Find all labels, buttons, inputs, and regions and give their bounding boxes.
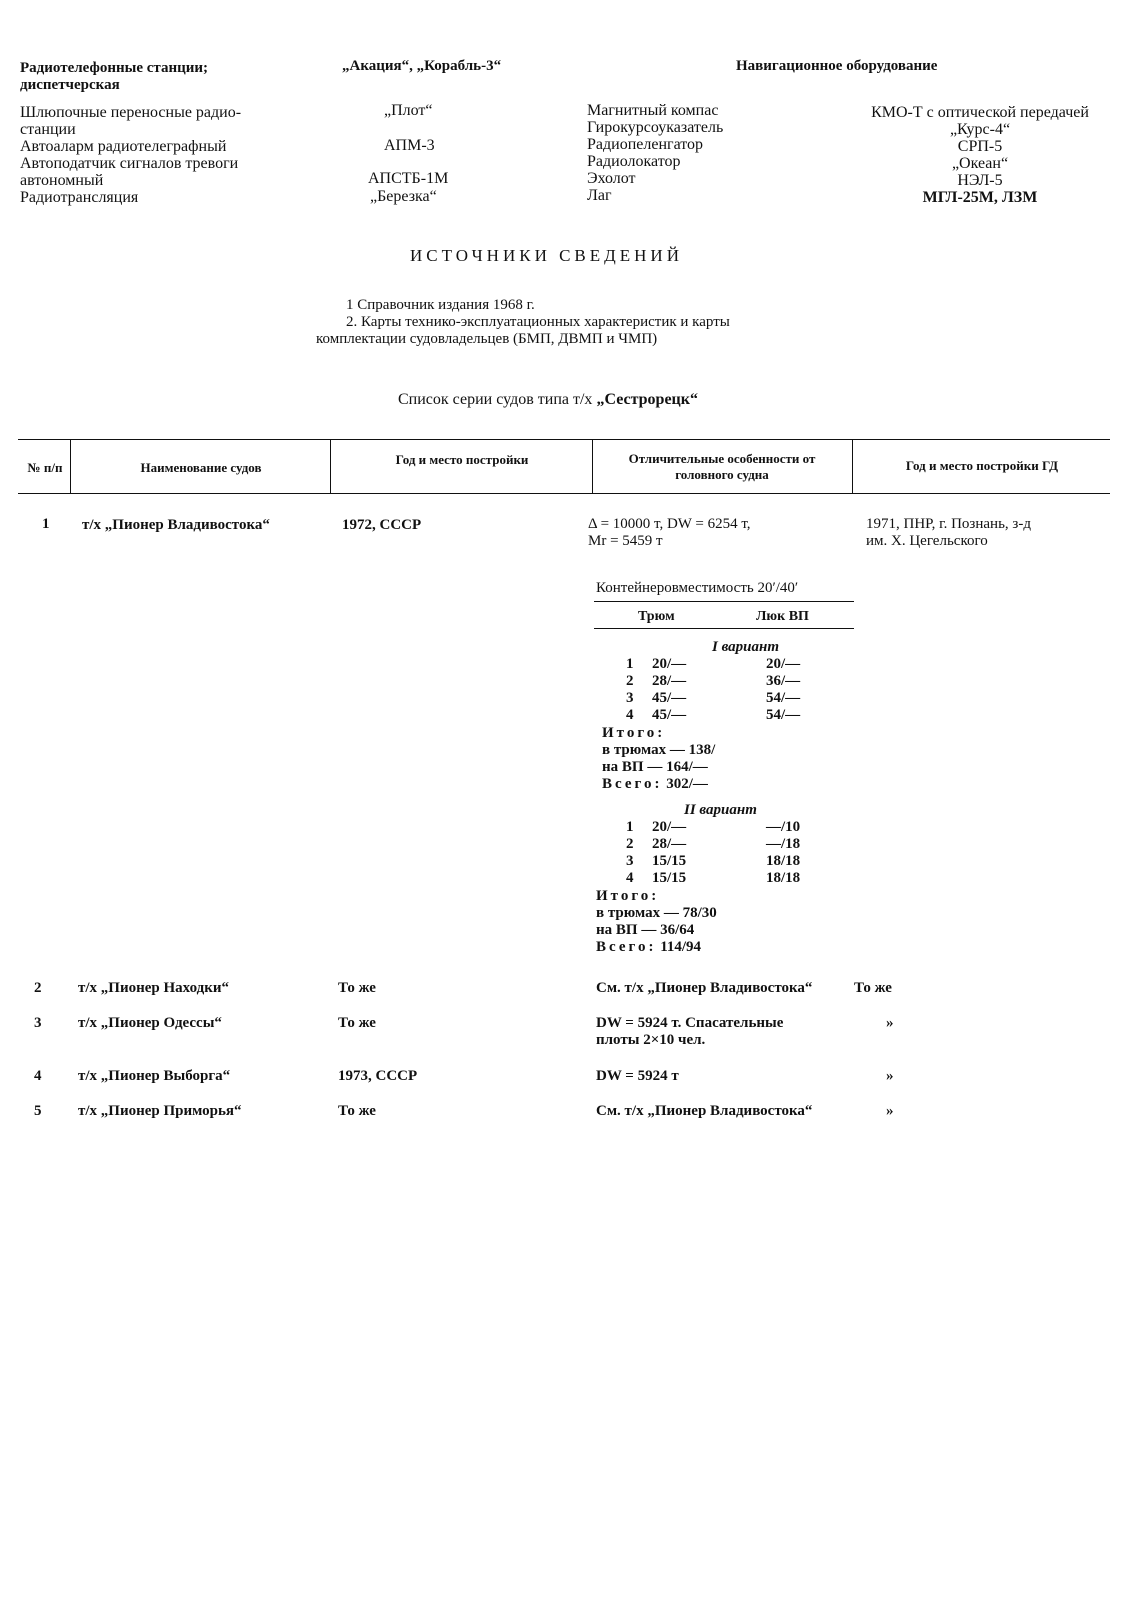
variant2-hatch-value: —/10 — [766, 819, 801, 835]
row1-features-line: Δ = 10000 т, DW = 6254 т, — [588, 516, 751, 532]
variant1-grand-total — [602, 776, 715, 793]
variant1-totals — [602, 725, 715, 793]
row-build: То же — [338, 980, 376, 996]
row-engine: То же — [854, 980, 892, 996]
table-header-rule — [18, 493, 1110, 494]
row1-engine — [866, 516, 1031, 550]
table-row — [0, 1068, 1144, 1088]
variant2-hatch — [766, 819, 800, 887]
source-item-2-cont: комплектации судовладельцев (БМП, ДВМП и ЧМП) — [316, 331, 658, 347]
nav-labels — [587, 102, 723, 204]
row1-num: 1 — [42, 516, 50, 532]
variant1-in-holds: в трюмах — 138/ — [602, 742, 716, 758]
container-title: Контейнеровместимость 20′/40′ — [596, 580, 799, 596]
variant1-num: 2 — [626, 673, 634, 689]
equipment-label: Радиотрансляция — [20, 189, 139, 206]
container-rule — [594, 628, 854, 629]
nav-label: Эхолот — [587, 170, 636, 187]
row-ship-name: т/х „Пионер Приморья“ — [78, 1103, 242, 1119]
nav-label: Радиопеленгатор — [587, 136, 704, 153]
variant2-grand-value: 114/94 — [656, 939, 702, 955]
variant1-on-deck: на ВП — 164/— — [602, 759, 708, 775]
variant1-hatch-value: 36/— — [766, 673, 801, 689]
container-col-hold: Трюм — [638, 609, 675, 624]
variant2-hold-value: 15/15 — [652, 853, 687, 869]
row-features: См. т/х „Пионер Владивостока“ — [596, 980, 813, 996]
row1-features — [588, 516, 751, 550]
row-ship-name: т/х „Пионер Выборга“ — [78, 1068, 231, 1084]
variant1-hatch-value: 20/— — [766, 656, 801, 672]
nav-label: Гирокурсоуказатель — [587, 119, 724, 136]
row-features-cont: плоты 2×10 чел. — [596, 1032, 706, 1048]
row-build: То же — [338, 1103, 376, 1119]
variant2-hatch-value: 18/18 — [766, 853, 801, 869]
nav-value: КМО-Т с оптической передачей — [871, 104, 1089, 121]
row-engine: » — [886, 1015, 894, 1031]
table-top-rule — [18, 439, 1110, 440]
variant2-hold — [652, 819, 686, 887]
row-num: 2 — [34, 980, 42, 996]
table-row — [0, 980, 1144, 1000]
table-row — [0, 1015, 1144, 1055]
variant2-hatch-value: —/18 — [766, 836, 801, 852]
variant2-totals — [596, 888, 717, 956]
sources-heading: ИСТОЧНИКИ СВЕДЕНИЙ — [410, 246, 683, 265]
series-title-prefix: Список серии судов типа т/х — [398, 391, 597, 408]
row-ship-name: т/х „Пионер Одессы“ — [78, 1015, 222, 1031]
series-title — [398, 391, 698, 408]
row-build: 1973, СССР — [338, 1068, 418, 1084]
source-item-1: 1 Справочник издания 1968 г. — [346, 297, 535, 313]
variant2-title: II вариант — [684, 802, 757, 818]
table-col-divider — [592, 439, 593, 494]
variant2-hold-value: 15/15 — [652, 870, 687, 886]
row-engine: » — [886, 1068, 894, 1084]
row-ship-name: т/х „Пионер Находки“ — [78, 980, 230, 996]
variant2-total-label: Итого: — [596, 888, 660, 904]
row-num: 5 — [34, 1103, 42, 1119]
variant1-hold — [652, 656, 686, 724]
table-col-divider — [330, 439, 331, 494]
header-build: Год и место постройки — [395, 452, 529, 467]
variant1-grand-value: 302/— — [662, 776, 708, 792]
source-item-2: 2. Карты технико-эксплуатационных характеристик и карты — [346, 314, 730, 330]
variant1-hold-value: 45/— — [652, 707, 687, 723]
variant1-hatch-value: 54/— — [766, 690, 801, 706]
variant2-num: 3 — [626, 853, 634, 869]
variant2-grand-label: Всего: — [596, 939, 657, 955]
variant2-num: 1 — [626, 819, 634, 835]
equipment-value: „Плот“ — [384, 102, 433, 119]
equipment-label: Автоаларм радиотелеграфный — [20, 138, 227, 155]
row-features: DW = 5924 т — [596, 1068, 679, 1084]
row-engine: » — [886, 1103, 894, 1119]
variant1-num: 4 — [626, 707, 634, 723]
header-engine-build: Год и место постройки ГД — [905, 458, 1059, 473]
variant1-num: 3 — [626, 690, 634, 706]
equipment-label: Шлюпочные переносные радио- — [20, 104, 242, 121]
row-num: 4 — [34, 1068, 42, 1084]
equipment-value: „Березка“ — [370, 188, 437, 205]
row-num: 3 — [34, 1015, 42, 1031]
variant1-grand-label: Всего: — [602, 776, 663, 792]
nav-equipment-heading: Навигационное оборудование — [736, 58, 938, 74]
radiotelephone-label — [20, 60, 208, 94]
radiotelephone-label-line: Радиотелефонные станции; — [20, 60, 209, 76]
nav-value: НЭЛ-5 — [957, 172, 1003, 189]
variant2-num: 4 — [626, 870, 634, 886]
header-num: № п/п — [27, 460, 63, 475]
table-row — [0, 1103, 1144, 1123]
row1-engine-line: им. Х. Цегельского — [866, 533, 988, 549]
equipment-label: станции — [20, 121, 76, 138]
series-title-name: „Сестрорецк“ — [596, 391, 698, 408]
variant1-nums — [626, 656, 634, 724]
variant1-hold-value: 45/— — [652, 690, 687, 706]
header-features: Отличительные особенности от головного судна — [628, 451, 816, 482]
nav-label: Лаг — [587, 187, 612, 204]
variant1-total-label: Итого: — [602, 725, 666, 741]
nav-value: МГЛ-25М, ЛЗМ — [922, 189, 1038, 206]
radiotelephone-label-line: диспетчерская — [20, 77, 120, 93]
nav-value: „Курс-4“ — [949, 121, 1011, 138]
variant2-hatch-value: 18/18 — [766, 870, 801, 886]
row-features: См. т/х „Пионер Владивостока“ — [596, 1103, 813, 1119]
row1-ship-name: т/х „Пионер Владивостока“ — [82, 517, 270, 533]
variant1-hatch-value: 54/— — [766, 707, 801, 723]
equipment-value: АПМ-3 — [384, 137, 435, 154]
nav-value: СРП-5 — [957, 138, 1003, 155]
variant2-num: 2 — [626, 836, 634, 852]
table-col-divider — [852, 439, 853, 494]
row-build: То же — [338, 1015, 376, 1031]
variant1-title: I вариант — [712, 639, 780, 655]
container-col-hatch: Люк ВП — [756, 609, 809, 624]
variant2-on-deck: на ВП — 36/64 — [596, 922, 695, 938]
row1-engine-line: 1971, ПНР, г. Познань, з-д — [866, 516, 1031, 532]
radiotelephone-value: „Акация“, „Корабль-3“ — [342, 58, 502, 74]
variant2-hold-value: 20/— — [652, 819, 687, 835]
header-ship-name: Наименование судов — [140, 460, 262, 475]
nav-label: Радиолокатор — [587, 153, 681, 170]
variant1-hold-value: 28/— — [652, 673, 687, 689]
container-rule — [594, 601, 854, 602]
equipment-label: автономный — [20, 172, 104, 189]
nav-label: Магнитный компас — [587, 102, 719, 119]
nav-value: „Океан“ — [951, 155, 1009, 172]
variant1-hold-value: 20/— — [652, 656, 687, 672]
row-features: DW = 5924 т. Спасательные — [596, 1015, 784, 1031]
variant1-num: 1 — [626, 656, 634, 672]
row1-features-line: Mr = 5459 т — [588, 533, 663, 549]
equipment-left-labels — [20, 104, 241, 206]
variant1-hatch — [766, 656, 800, 724]
variant2-nums — [626, 819, 634, 887]
equipment-value: АПСТБ-1М — [368, 170, 449, 187]
row1-build: 1972, СССР — [342, 517, 422, 533]
variant2-in-holds: в трюмах — 78/30 — [596, 905, 717, 921]
equipment-label: Автоподатчик сигналов тревоги — [20, 155, 239, 172]
variant2-grand-total — [596, 939, 717, 956]
nav-values — [855, 104, 1105, 206]
variant2-hold-value: 28/— — [652, 836, 687, 852]
